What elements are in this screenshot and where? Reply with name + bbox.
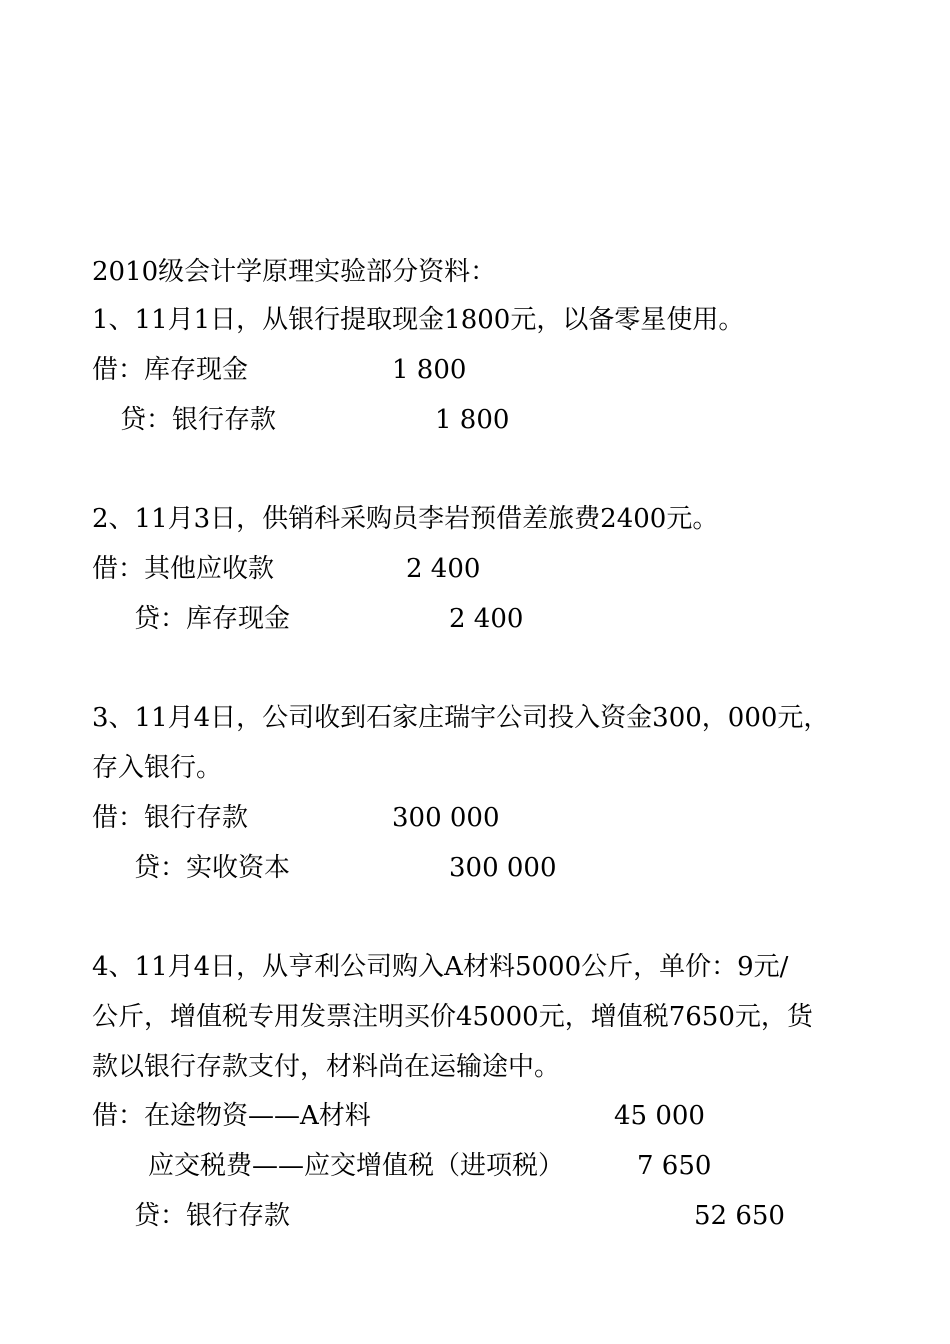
debit-amount: 7 650 [637,1151,712,1181]
credit-prefix: 贷： [134,1201,187,1231]
debit-line [92,353,248,387]
credit-amount: 300 000 [449,853,557,883]
credit-prefix: 贷： [134,853,187,883]
debit-account: 应交税费——应交增值税（进项税） [148,1151,565,1181]
credit-account: 库存现金 [186,604,291,634]
debit-prefix: 借： [92,1101,145,1131]
debit-amount: 45 000 [614,1101,705,1131]
credit-account: 银行存款 [186,1201,291,1231]
entry-description: 4、11月4日，从亨利公司购入A材料5000公斤，单价：9元/ [92,952,789,982]
debit-line [92,1099,371,1133]
entry-description: 存入银行。 [92,753,223,783]
debit-amount: 1 800 [392,355,467,385]
credit-amount: 1 800 [435,405,510,435]
credit-account: 实收资本 [186,853,291,883]
entry-description: 2、11月3日，供销科采购员李岩预借差旅费2400元。 [92,504,719,534]
credit-account: 银行存款 [172,405,277,435]
entry-description: 款以银行存款支付，材料尚在运输途中。 [92,1052,561,1082]
debit-prefix: 借： [92,355,145,385]
debit-account: 银行存款 [144,803,249,833]
credit-amount: 52 650 [694,1201,785,1231]
debit-line [148,1149,564,1183]
entry-description: 公斤，增值税专用发票注明买价45000元，增值税7650元，货 [92,1002,813,1032]
credit-line [120,403,276,437]
debit-account: 库存现金 [144,355,249,385]
entry-description: 1、11月1日，从银行提取现金1800元，以备零星使用。 [92,305,745,335]
debit-amount: 2 400 [406,554,481,584]
debit-line [92,801,248,835]
credit-line [134,1199,290,1233]
entry-description: 3、11月4日，公司收到石家庄瑞宇公司投入资金300，000元， [92,703,830,733]
debit-prefix: 借： [92,554,145,584]
credit-amount: 2 400 [449,604,524,634]
debit-account: 其他应收款 [144,554,275,584]
debit-prefix: 借： [92,803,145,833]
credit-prefix: 贷： [134,604,187,634]
credit-line [134,851,290,885]
document-title: 2010级会计学原理实验部分资料： [92,257,497,287]
debit-amount: 300 000 [392,803,500,833]
credit-line [134,602,290,636]
debit-line [92,552,274,586]
debit-account: 在途物资——A材料 [144,1101,371,1131]
credit-prefix: 贷： [120,405,173,435]
